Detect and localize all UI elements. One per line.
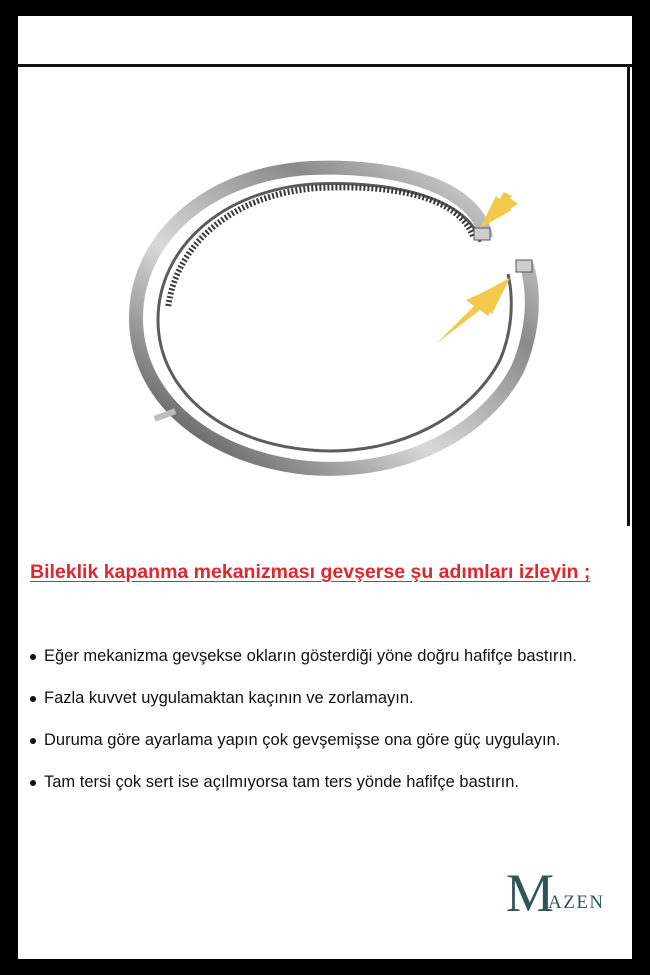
arrow-lower-icon: [436, 278, 510, 344]
logo-initial: M: [506, 863, 555, 923]
instruction-list: [26, 642, 626, 810]
list-item: Eğer mekanizma gevşekse okların gösterdiği yöne doğru hafifçe bastırın.: [26, 642, 626, 684]
brand-logo: [506, 863, 616, 926]
top-divider: [18, 64, 632, 67]
right-divider: [627, 66, 630, 526]
logo-text: AZEN: [548, 892, 605, 913]
list-item: Duruma göre ayarlama yapın çok gevşemişse ona göre güç uygulayın.: [26, 726, 626, 768]
list-item: Tam tersi çok sert ise açılmıyorsa tam ters yönde hafifçe bastırın.: [26, 768, 626, 810]
product-card: [18, 16, 632, 959]
product-image: [18, 68, 626, 524]
instructions-heading: Bileklik kapanma mekanizması gevşerse şu adımları izleyin ;: [30, 561, 591, 583]
list-item: Fazla kuvvet uygulamaktan kaçının ve zorlamayın.: [26, 684, 626, 726]
arrow-upper-icon: [480, 164, 546, 228]
bangle-icon: [136, 168, 532, 469]
bracelet-illustration: [18, 68, 626, 524]
